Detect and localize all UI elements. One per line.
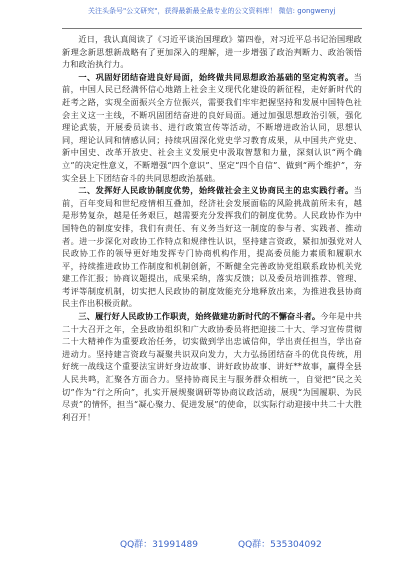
section-heading: 三、履行好人民政协工作职责，始终做建功新时代的不懈奋斗者。 bbox=[78, 311, 321, 322]
paragraph-text: 当前，百年变局和世纪疫情相互叠加，经济社会发展面临的风险挑战前所未有，越是形势复杂，越是任务艰巨，越需要充分发挥我们的制度优势。人民政协作为中国特色的制度安排，我们有责任、有义务当好这一制度的参与者、实践者、推动者。进一步深化对政协工作特点和规律性认识，坚持建言资政，紧扣加强党对人民政协工作的领导更好地发挥专门协商机构作用，提高委员能力素质和履职水平，持续推进政协工作制度和机制创新，不断健全完善政协党组联系政协机关党建工作汇报；协商议题提出，成果采纳，落实反馈；以及委员培训推荐、管理、考评等制度机制，切实把人民政协的制度效能充分地释放出来，为推进我县协商民主作出积极贡献。 bbox=[62, 185, 362, 309]
paragraph-text: 近日，我认真阅读了《习近平谈治国理政》第四卷，对习近平总书记治国理政新理念新思想新战略有了更加深入的理解，进一步增强了政治判断力、政治领悟力和政治执行力。 bbox=[62, 34, 362, 70]
footer-qq-1: QQ群：31991489 bbox=[120, 540, 198, 550]
banner-line-1 bbox=[88, 6, 388, 16]
paragraph-section-2 bbox=[62, 184, 362, 310]
paragraph-section-3 bbox=[62, 310, 362, 423]
section-heading: 二、发挥好人民政协制度优势，始终做社会主义协商民主的忠实践行者。 bbox=[78, 185, 354, 196]
paragraph-text: 今年是中共二十大召开之年，全县政协组织和广大政协委员将把迎接二十大、学习宣传贯彻二十大精神作为重要政治任务，切实做到学出忠诚信仰，学出责任担当，学出奋进动力。坚持建言资政与凝聚共识双向发力，大力弘扬团结奋斗的优良传统，用好统一战线这个重要法宝讲好身边故事、讲好政协故事、讲好**故事，赢得全县人民共鸣，汇聚各方面合力。坚持协商民主与服务群众相统一，自觉把“民之关切”作为“行之所向”，扎实开展规聚调研等协商议政活动，展现“为国履职、为民尽责”的情怀，担当“凝心聚力、促进发展”的使命，以实际行动迎接中共二十大胜利召开！ bbox=[62, 311, 362, 422]
paragraph-intro bbox=[62, 33, 362, 71]
header-banner bbox=[88, 6, 388, 16]
footer bbox=[120, 537, 340, 550]
paragraph-section-1 bbox=[62, 71, 362, 184]
section-heading: 一、巩固好团结奋进良好局面，始终做共同思想政治基础的坚定构筑者。 bbox=[78, 71, 354, 82]
footer-qq-2: QQ群：535304092 bbox=[237, 540, 322, 550]
banner-text: 关注头条号"公文研究"，获得最新最全最专业的公文资料库！ 微信: gongwenyj bbox=[88, 7, 336, 15]
header-divider bbox=[62, 28, 362, 29]
document-body bbox=[62, 33, 362, 423]
paragraph-text: 当前，中国人民已经满怀信心地踏上社会主义现代化建设的新征程，走好新时代的赶考之路，实现全面振兴全方位振兴，需要我们牢牢把握坚持和发展中国特色社会主义这一主线，不断巩固团结奋进的良好局面。通过加强思想政治引领，强化理论武装，开展委员读书、进行政策宣传等活动，不断增进政治认同，思想认同，理论认同和情感认同；持续巩固深化党史学习教育成果，从中国共产党史、新中国史、改革开放史、社会主义发展史中汲取智慧和力量，深刻认识“两个确立”的决定性意义，不断增强“四个意识”、坚定“四个自信”、做到“两个维护”，夯实全县上下团结奋斗的共同思想政治基础。 bbox=[62, 71, 362, 183]
